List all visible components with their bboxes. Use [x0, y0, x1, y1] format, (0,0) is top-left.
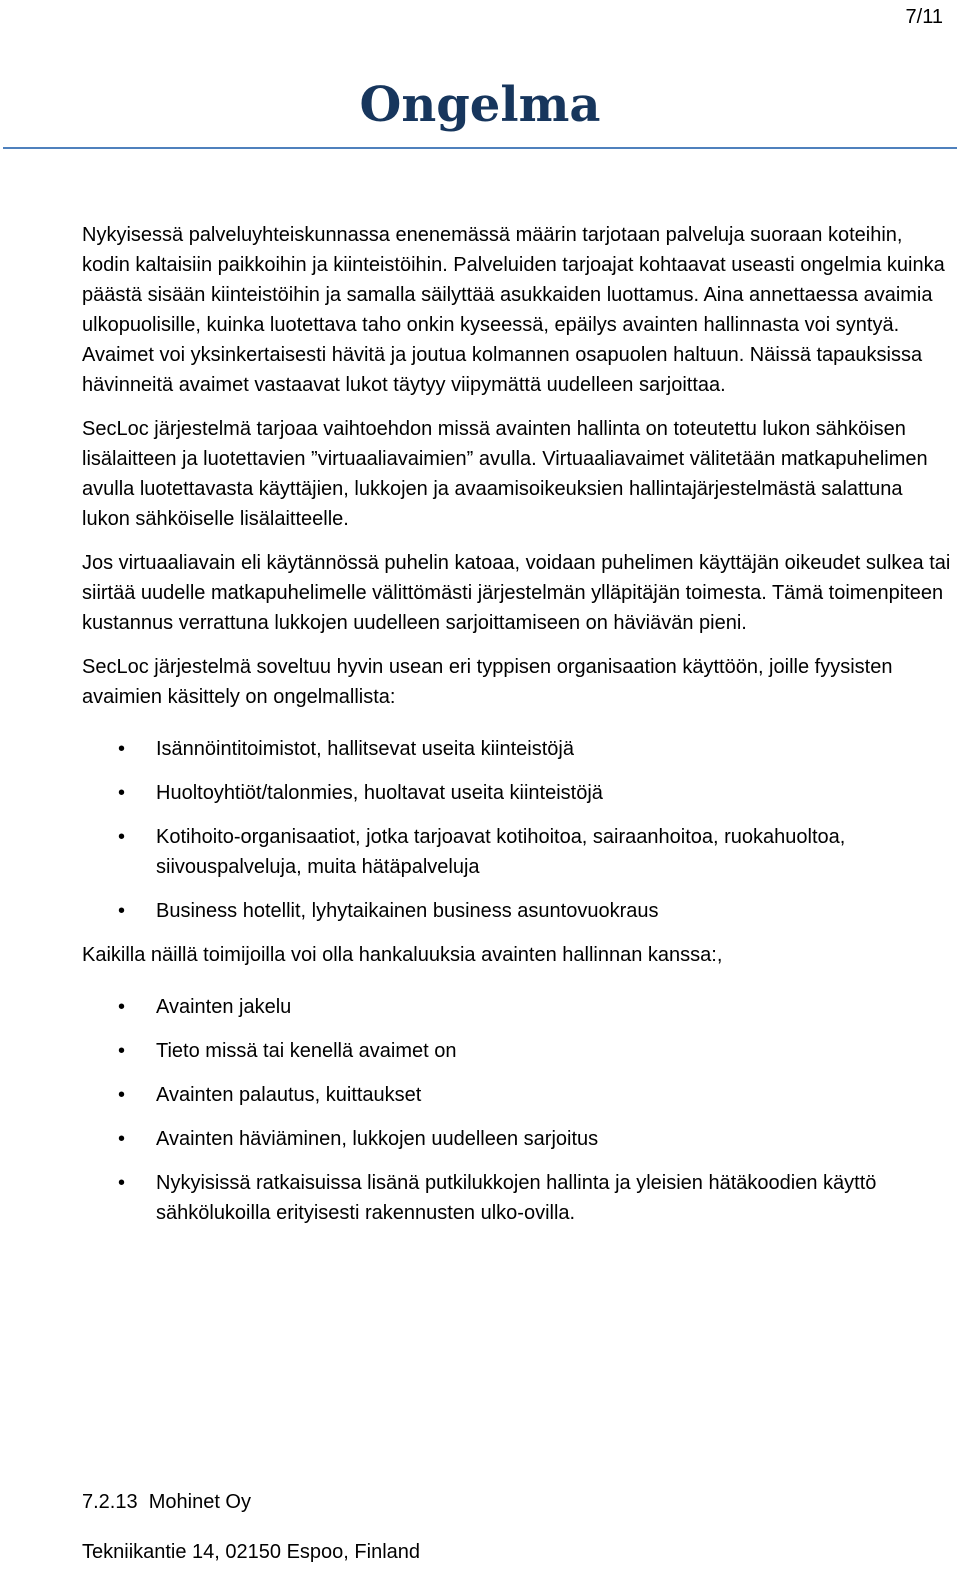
title-divider: [3, 147, 957, 149]
list-item: [82, 1168, 952, 1228]
bullet-icon: •: [118, 826, 126, 848]
list-item-text: Avainten häviäminen, lukkojen uudelleen sarjoitus: [156, 1128, 599, 1150]
paragraph-organisations: SecLoc järjestelmä soveltuu hyvin usean eri typpisen organisaation käyttöön, joille fyysisten avaimien käsittely on ongelmallista:: [82, 656, 893, 708]
page-title: Ongelma: [359, 77, 601, 133]
footer-date-company: 7.2.13 Mohinet Oy: [82, 1491, 251, 1513]
list-item: [82, 1080, 952, 1110]
page-number: 7/11: [905, 6, 943, 28]
document-body: [82, 220, 952, 1242]
problem-list: [82, 992, 952, 1228]
list-item-text: Avainten jakelu: [156, 996, 292, 1018]
bullet-icon: •: [118, 1040, 126, 1062]
list-item-text: Business hotellit, lyhytaikainen business asuntovuokraus: [156, 900, 659, 922]
list-item-text: Tieto missä tai kenellä avaimet on: [156, 1040, 457, 1062]
list-item: [82, 992, 952, 1022]
list-item-text: Isännöintitoimistot, hallitsevat useita kiinteistöjä: [156, 738, 574, 760]
list-item: [82, 896, 952, 926]
bullet-icon: •: [118, 782, 126, 804]
bullet-icon: •: [118, 1128, 126, 1150]
list-item: [82, 734, 952, 764]
list-item: [82, 1036, 952, 1066]
paragraph-problems-intro: Kaikilla näillä toimijoilla voi olla hankaluuksia avainten hallinnan kanssa:,: [82, 944, 723, 966]
page-footer: [82, 1488, 420, 1566]
list-item: [82, 778, 952, 808]
bullet-icon: •: [118, 738, 126, 760]
list-item-text: Huoltoyhtiöt/talonmies, huoltavat useita kiinteistöjä: [156, 782, 603, 804]
paragraph-intro: Nykyisessä palveluyhteiskunnassa enenemässä määrin tarjotaan palveluja suoraan koteihin, kodin kaltaisiin paikkoihin ja kiinteistöihin. Palveluiden tarjoajat kohtaavat useasti ongelmia kuinka päästä sisään kiinteistöihin ja samalla säilyttää asukkaiden luottamus. Aina annettaessa avaimia ulkopuolisille, kuinka luotettava taho onkin kyseessä, epäilys avainten hallinnasta voi syntyä. Avaimet voi yksinkertaisesti hävitä ja joutua kolmannen osapuolen haltuun. Näissä tapauksissa hävinneitä avaimet vastaavat lukot täytyy viipymättä uudelleen sarjoittaa.: [82, 224, 945, 396]
bullet-icon: •: [118, 1084, 126, 1106]
footer-address: Tekniikantie 14, 02150 Espoo, Finland: [82, 1541, 421, 1563]
paragraph-secloc-solution: SecLoc järjestelmä tarjoaa vaihtoehdon missä avainten hallinta on toteutettu lukon sähköisen lisälaitteen ja luotettavien ”virtuaaliavaimien” avulla. Virtuaaliavaimet välitetään matkapuhelimen avulla luotettavasta käyttäjien, lukkojen ja avaamisoikeuksien hallintajärjestelmästä salattuna lukon sähköiselle lisälaitteelle.: [82, 418, 928, 530]
list-item: [82, 1124, 952, 1154]
paragraph-lost-phone: Jos virtuaaliavain eli käytännössä puhelin katoaa, voidaan puhelimen käyttäjän oikeudet sulkea tai siirtää uudelle matkapuhelimelle välittömästi järjestelmän ylläpitäjän toimesta. Tämä toimenpiteen kustannus verrattuna lukkojen uudelleen sarjoittamiseen on häviävän pieni.: [82, 552, 951, 634]
list-item-text: Nykyisissä ratkaisuissa lisänä putkilukkojen hallinta ja yleisien hätäkoodien käyttö sähkölukoilla erityisesti rakennusten ulko-ovilla.: [156, 1172, 877, 1224]
list-item-text: Kotihoito-organisaatiot, jotka tarjoavat kotihoitoa, sairaanhoitoa, ruokahuoltoa, siivouspalveluja, muita hätäpalveluja: [156, 826, 846, 878]
organisation-list: [82, 734, 952, 926]
list-item: [82, 822, 952, 882]
list-item-text: Avainten palautus, kuittaukset: [156, 1084, 422, 1106]
bullet-icon: •: [118, 996, 126, 1018]
bullet-icon: •: [118, 900, 126, 922]
bullet-icon: •: [118, 1172, 126, 1194]
